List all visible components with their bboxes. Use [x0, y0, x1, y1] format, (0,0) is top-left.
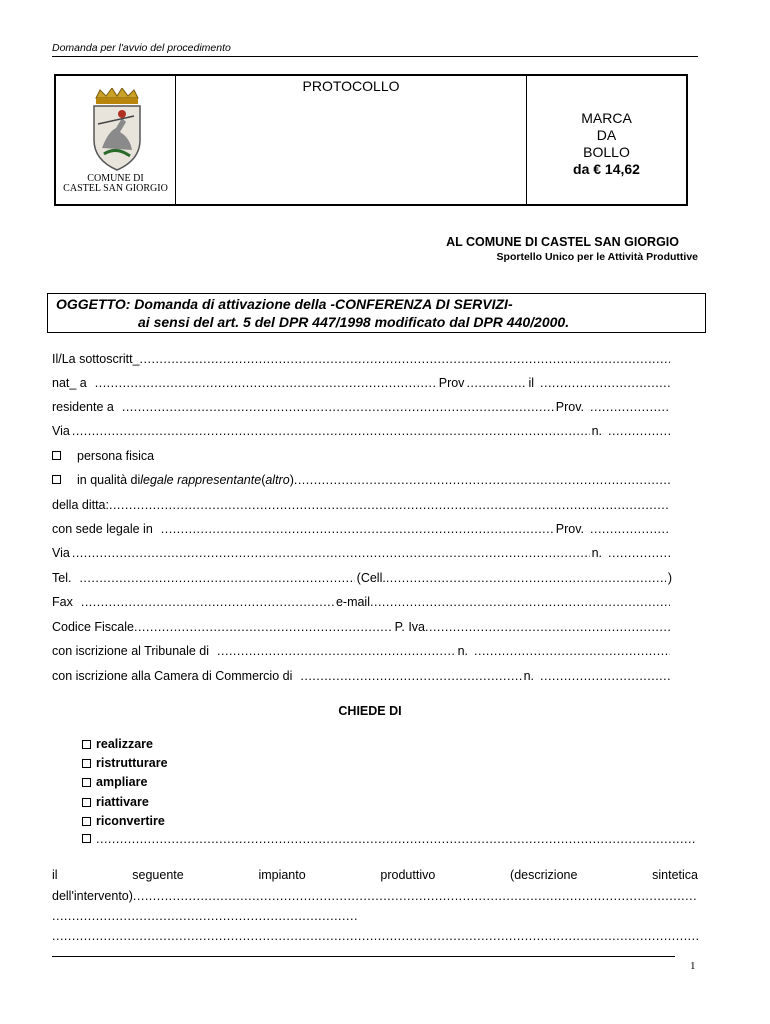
field-tribunale[interactable]: [52, 644, 672, 662]
label-sede-legale: con sede legale in: [52, 522, 153, 536]
label-paren-open: (: [261, 473, 266, 487]
label-tribunale: con iscrizione al Tribunale di: [52, 644, 210, 658]
label-prov-sede: Prov.: [555, 522, 584, 536]
logo-caption: [58, 174, 173, 194]
label-ampliare: ampliare: [96, 775, 148, 789]
checkbox-riconvertire[interactable]: [82, 817, 91, 826]
option-legale-rappresentante[interactable]: [52, 473, 672, 491]
field-via-residenza[interactable]: [52, 424, 672, 442]
checkbox-legale-rappresentante[interactable]: [52, 475, 61, 484]
header-divider: [52, 56, 698, 57]
checkbox-persona-fisica[interactable]: [52, 451, 61, 460]
option-altro[interactable]: [82, 832, 698, 850]
descrizione-intro: [52, 868, 698, 882]
field-sottoscritto[interactable]: [52, 352, 672, 370]
marca-amount: da € 14,62: [573, 161, 640, 177]
coat-of-arms-icon: [86, 88, 148, 172]
desc-word-1: il: [52, 868, 58, 882]
label-persona-fisica: persona fisica: [77, 449, 155, 463]
field-descrizione-3[interactable]: [52, 929, 698, 947]
oggetto-line-1: OGGETTO: Domanda di attivazione della -CONFERENZA DI SERVIZI-: [56, 296, 513, 312]
marca-line-1: MARCA: [581, 110, 632, 126]
marca-line-3: BOLLO: [583, 144, 630, 160]
desc-word-4: produttivo: [380, 868, 436, 882]
page-number: 1: [690, 960, 696, 972]
field-camera-commercio[interactable]: [52, 669, 672, 687]
protocol-box: [54, 74, 688, 206]
field-telefono[interactable]: [52, 571, 672, 589]
field-residenza[interactable]: [52, 400, 672, 418]
label-sottoscritto: Il/La sottoscritt_: [52, 352, 140, 366]
option-ristrutturare[interactable]: [82, 754, 168, 772]
label-via-sede: Via: [52, 546, 70, 560]
logo-cell: [56, 76, 176, 204]
label-tel: Tel.: [52, 571, 72, 585]
label-prov-nascita: Prov: [438, 376, 465, 390]
label-ristrutturare: ristrutturare: [96, 756, 168, 770]
field-descrizione-2[interactable]: [52, 909, 358, 927]
label-qualita: in qualità di: [77, 473, 141, 487]
option-ampliare[interactable]: [82, 773, 147, 791]
checkbox-realizzare[interactable]: [82, 740, 91, 749]
field-descrizione-1[interactable]: [52, 889, 698, 907]
label-numero-camera: n.: [523, 669, 534, 683]
chiede-di-heading: CHIEDE DI: [338, 704, 402, 718]
desc-word-3: impianto: [258, 868, 306, 882]
option-realizzare[interactable]: [82, 735, 153, 753]
document-header: Domanda per l'avvio del procedimento: [52, 42, 231, 54]
option-persona-fisica[interactable]: [52, 449, 672, 467]
label-via: Via: [52, 424, 70, 438]
label-email: e-mail: [335, 595, 370, 609]
label-altro: altro: [265, 473, 290, 487]
label-cell: (Cell.: [356, 571, 386, 585]
option-riconvertire[interactable]: [82, 812, 165, 830]
label-numero-sede: n.: [591, 546, 602, 560]
marca-bollo-label: [527, 110, 686, 178]
oggetto-line-2: ai sensi del art. 5 del DPR 447/1998 modificato dal DPR 440/2000.: [138, 314, 570, 330]
marca-bollo-cell: [526, 76, 686, 204]
label-numero: n.: [591, 424, 602, 438]
checkbox-ampliare[interactable]: [82, 778, 91, 787]
label-ditta: della ditta:: [52, 498, 109, 512]
recipient-subtitle: Sportello Unico per le Attività Produttive: [496, 251, 698, 263]
label-numero-tribunale: n.: [457, 644, 468, 658]
option-riattivare[interactable]: [82, 793, 149, 811]
desc-word-2: seguente: [132, 868, 184, 882]
checkbox-riattivare[interactable]: [82, 798, 91, 807]
label-riattivare: riattivare: [96, 795, 149, 809]
desc-word-5: (descrizione: [510, 868, 578, 882]
label-camera-commercio: con iscrizione alla Camera di Commercio di: [52, 669, 293, 683]
logo-caption-line2: CASTEL SAN GIORGIO: [63, 183, 168, 194]
oggetto-box: [47, 293, 706, 333]
recipient-title: AL COMUNE DI CASTEL SAN GIORGIO: [446, 235, 679, 249]
field-nascita[interactable]: [52, 376, 672, 394]
footer-divider: [52, 956, 675, 957]
label-partita-iva: P. Iva: [394, 620, 425, 634]
label-paren-close: ): [289, 473, 294, 487]
field-sede-legale[interactable]: [52, 522, 672, 540]
desc-word-6: sintetica: [652, 868, 698, 882]
label-cell-close: ): [667, 571, 672, 585]
field-codice-fiscale[interactable]: [52, 620, 672, 638]
checkbox-altro[interactable]: [82, 834, 91, 843]
label-prov-residenza: Prov.: [555, 400, 584, 414]
label-realizzare: realizzare: [96, 737, 153, 751]
marca-line-2: DA: [596, 127, 617, 143]
field-via-sede[interactable]: [52, 546, 672, 564]
label-residente: residente a: [52, 400, 114, 414]
field-ditta[interactable]: [52, 498, 672, 516]
field-fax-email[interactable]: [52, 595, 672, 613]
checkbox-ristrutturare[interactable]: [82, 759, 91, 768]
label-riconvertire: riconvertire: [96, 814, 165, 828]
label-intervento: dell'intervento): [52, 889, 133, 903]
label-data-nascita: il: [528, 376, 534, 390]
logo-caption-line1: COMUNE DI: [87, 173, 144, 184]
label-nato: nat_ a: [52, 376, 87, 390]
label-fax: Fax: [52, 595, 73, 609]
label-legale-rappresentante: legale rappresentante: [140, 473, 262, 487]
label-codice-fiscale: Codice Fiscale: [52, 620, 134, 634]
protocollo-label: PROTOCOLLO: [302, 78, 400, 94]
